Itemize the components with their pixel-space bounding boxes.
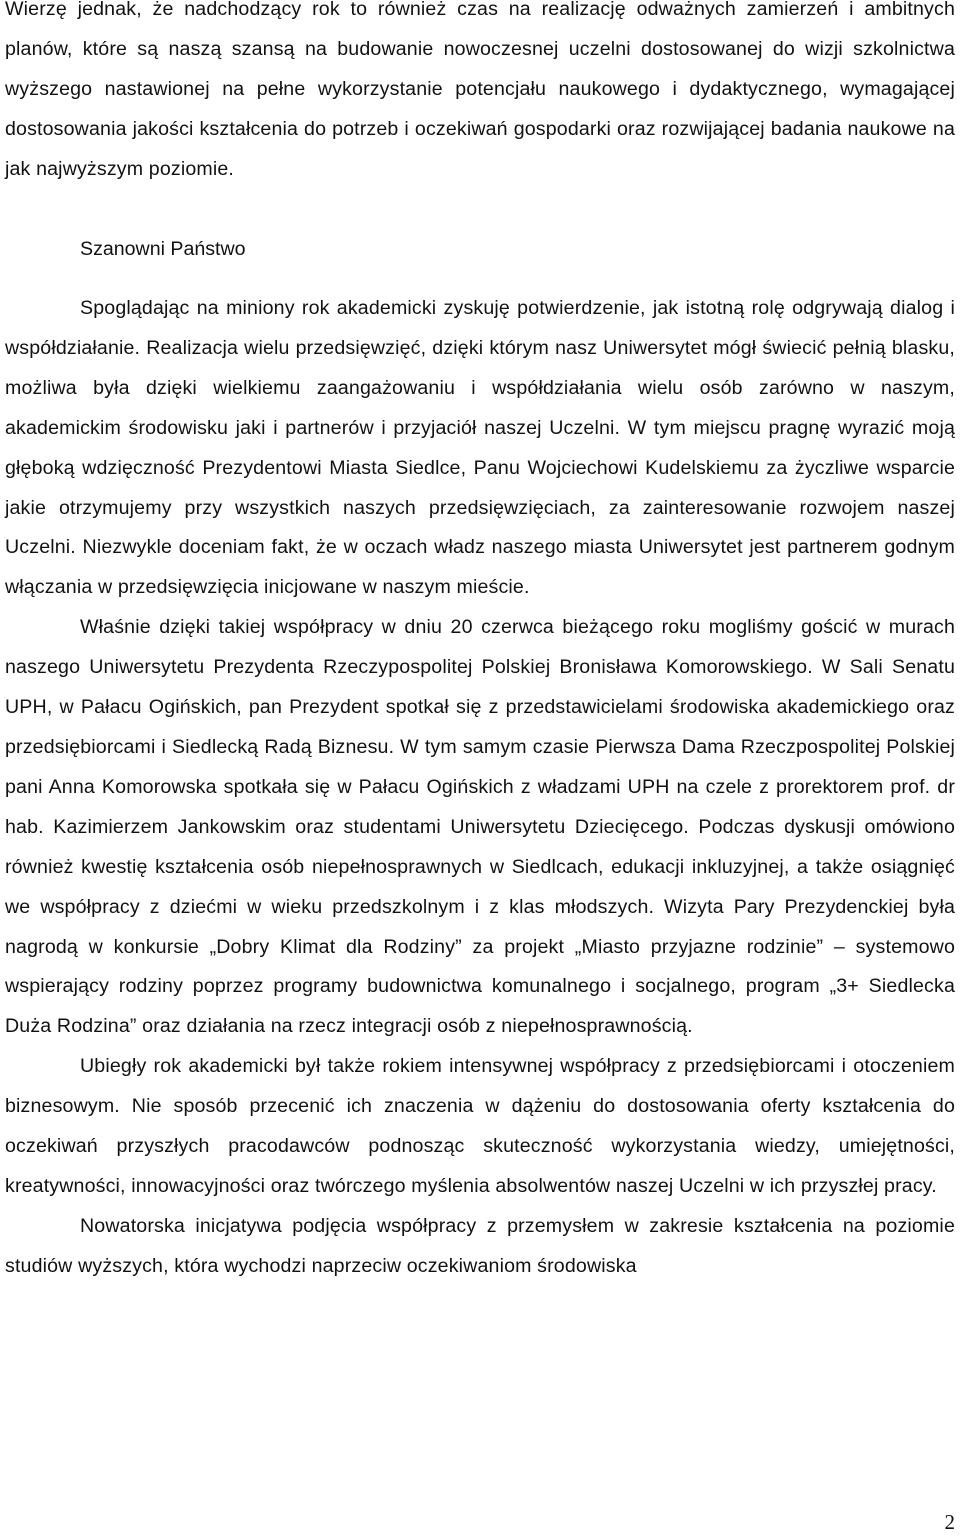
document-page xyxy=(5,0,955,1287)
page-number: 2 xyxy=(944,1510,955,1534)
paragraph-goals: Wierzę jednak, że nadchodzący rok to również czas na realizację odważnych zamierzeń i ambitnych planów, które są naszą szansą na budowanie nowoczesnej uczelni dostosowanej do wizji szkolnictwa wyższego nastawionej na pełne wykorzystanie potencjału naukowego i dydaktycznego, wymagającej dostosowania jakości kształcenia do potrzeb i oczekiwań gospodarki oraz rozwijającej badania naukowe na jak najwyższym poziomie. xyxy=(5,0,955,180)
paragraph-industry-initiative: Nowatorska inicjatywa podjęcia współpracy z przemysłem w zakresie kształcenia na poziomie studiów wyższych, która wychodzi naprzeciw oczekiwaniom środowiska xyxy=(5,1214,955,1277)
paragraph-presidential-visit: Właśnie dzięki takiej współpracy w dniu 20 czerwca bieżącego roku mogliśmy gościć w murach naszego Uniwersytetu Prezydenta Rzeczypospolitej Polskiej Bronisława Komorowskiego. W Sali Senatu UPH, w Pałacu Ogińskich, pan Prezydent spotkał się z przedstawicielami środowiska akademickiego oraz przedsiębiorcami i Siedlecką Radą Biznesu. W tym samym czasie Pierwsza Dama Rzeczpospolitej Polskiej pani Anna Komorowska spotkała się w Pałacu Ogińskich z władzami UPH na czele z prorektorem prof. dr hab. Kazimierzem Jankowskim oraz studentami Uniwersytetu Dziecięcego. Podczas dyskusji omówiono również kwestię kształcenia osób niepełnosprawnych w Siedlcach, edukacji inkluzyjnej, a także osiągnięć we współpracy z dziećmi w wieku przedszkolnym i z klas młodszych. Wizyta Pary Prezydenckiej była nagrodą w konkursie „Dobry Klimat dla Rodziny” za projekt „Miasto przyjazne rodzinie” – systemowo wspierający rodziny poprzez programy budownictwa komunalnego i socjalnego, program „3+ Siedlecka Duża Rodzina” oraz działania na rzecz integracji osób z niepełnosprawnością. xyxy=(5,616,955,1038)
paragraph-dialog: Spoglądając na miniony rok akademicki zyskuję potwierdzenie, jak istotną rolę odgrywają dialog i współdziałanie. Realizacja wielu przedsięwzięć, dzięki którym nasz Uniwersytet mógł świecić pełnią blasku, możliwa była dzięki wielkiemu zaangażowaniu i współdziałania wielu osób zarówno w naszym, akademickim środowisku jaki i partnerów i przyjaciół naszej Uczelni. W tym miejscu pragnę wyrazić moją głęboką wdzięczność Prezydentowi Miasta Siedlce, Panu Wojciechowi Kudelskiemu za życzliwe wsparcie jakie otrzymujemy przy wszystkich naszych przedsięwzięciach, za zainteresowanie rozwojem naszej Uczelni. Niezwykle doceniam fakt, że w oczach władz naszego miasta Uniwersytet jest partnerem godnym włączania w przedsięwzięcia inicjowane w naszym mieście. xyxy=(5,297,955,599)
salutation-heading: Szanowni Państwo xyxy=(80,237,246,260)
paragraph-business-cooperation: Ubiegły rok akademicki był także rokiem intensywnej współpracy z przedsiębiorcami i otoczeniem biznesowym. Nie sposób przecenić ich znaczenia w dążeniu do dostosowania oferty kształcenia do oczekiwań przyszłych pracodawców podnosząc skuteczność wykorzystania wiedzy, umiejętności, kreatywności, innowacyjności oraz twórczego myślenia absolwentów naszej Uczelni w ich przyszłej pracy. xyxy=(5,1055,955,1197)
